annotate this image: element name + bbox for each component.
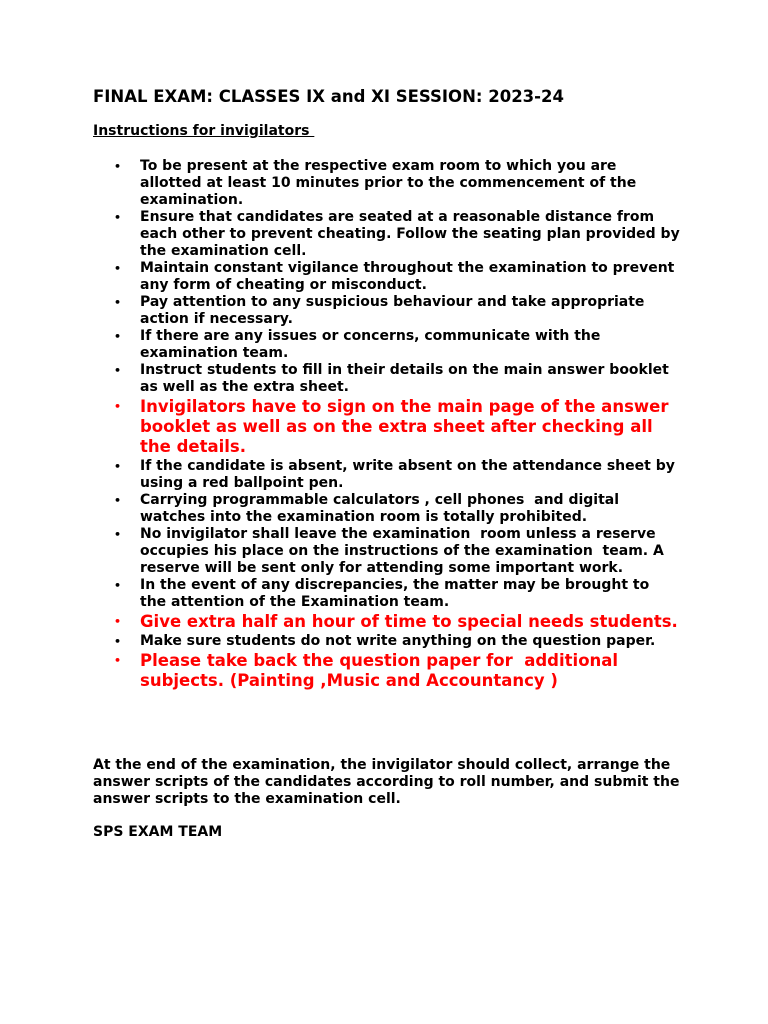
instruction-item	[110, 158, 680, 209]
bullet-icon: •	[114, 262, 122, 275]
instruction-item	[110, 651, 680, 691]
bullet-icon: •	[114, 460, 122, 473]
instruction-item	[110, 458, 680, 492]
signature: SPS EXAM TEAM	[93, 824, 223, 840]
instruction-item	[110, 612, 680, 632]
bullet-icon: •	[114, 400, 122, 413]
document-title: FINAL EXAM: CLASSES IX and XI SESSION: 2023-24	[93, 87, 564, 106]
bullet-icon: •	[114, 494, 122, 507]
instruction-item	[110, 633, 680, 650]
closing-paragraph: At the end of the examination, the invigilator should collect, arrange the answer scripts of the candidates according to roll number, and submit the answer scripts to the examination cell.	[93, 757, 680, 807]
bullet-icon: •	[114, 160, 122, 173]
bullet-icon: •	[114, 296, 122, 309]
instruction-text: Ensure that candidates are seated at a reasonable distance from each other to prevent cheating. Follow the seating plan provided by the examination cell.	[140, 209, 685, 259]
bullet-icon: •	[114, 579, 122, 592]
instruction-item	[110, 209, 685, 260]
bullet-icon: •	[114, 615, 122, 628]
instruction-text: No invigilator shall leave the examination room unless a reserve occupies his place on the instructions of the examination team. A reserve will be sent only for attending some important work.	[140, 526, 669, 576]
instruction-text: Carrying programmable calculators , cell phones and digital watches into the examination room is totally prohibited.	[140, 492, 624, 525]
instruction-text: Please take back the question paper for additional subjects. (Painting ,Music and Accountancy )	[140, 651, 624, 690]
instruction-item	[110, 328, 680, 362]
instruction-text: To be present at the respective exam room to which you are allotted at least 10 minutes prior to the commencement of the examination.	[140, 158, 642, 208]
instruction-text: In the event of any discrepancies, the matter may be brought to the attention of the Examination team.	[140, 577, 655, 610]
instruction-item	[110, 260, 680, 294]
instruction-list	[110, 158, 685, 692]
bullet-icon: •	[114, 528, 122, 541]
instruction-text: Instruct students to fill in their details on the main answer booklet as well as the extra sheet.	[140, 362, 674, 395]
instruction-text: Give extra half an hour of time to special needs students.	[140, 612, 678, 631]
bullet-icon: •	[114, 211, 122, 224]
bullet-icon: •	[114, 330, 122, 343]
instruction-item	[110, 526, 680, 577]
instruction-item	[110, 397, 680, 457]
instruction-text: Pay attention to any suspicious behaviour and take appropriate action if necessary.	[140, 294, 650, 327]
instruction-text: Invigilators have to sign on the main page of the answer booklet as well as on the extra sheet after checking all the details.	[140, 397, 675, 456]
instruction-text: If the candidate is absent, write absent on the attendance sheet by using a red ballpoint pen.	[140, 458, 680, 491]
instruction-text: Make sure students do not write anything on the question paper.	[140, 633, 656, 649]
instructions-heading: Instructions for invigilators	[93, 123, 315, 139]
instruction-item	[110, 294, 680, 328]
instruction-text: If there are any issues or concerns, communicate with the examination team.	[140, 328, 606, 361]
instruction-item	[110, 577, 680, 611]
bullet-icon: •	[114, 635, 122, 648]
instruction-item	[110, 362, 680, 396]
instruction-text: Maintain constant vigilance throughout the examination to prevent any form of cheating or misconduct.	[140, 260, 680, 293]
bullet-icon: •	[114, 364, 122, 377]
instruction-item	[110, 492, 680, 526]
bullet-icon: •	[114, 654, 122, 667]
